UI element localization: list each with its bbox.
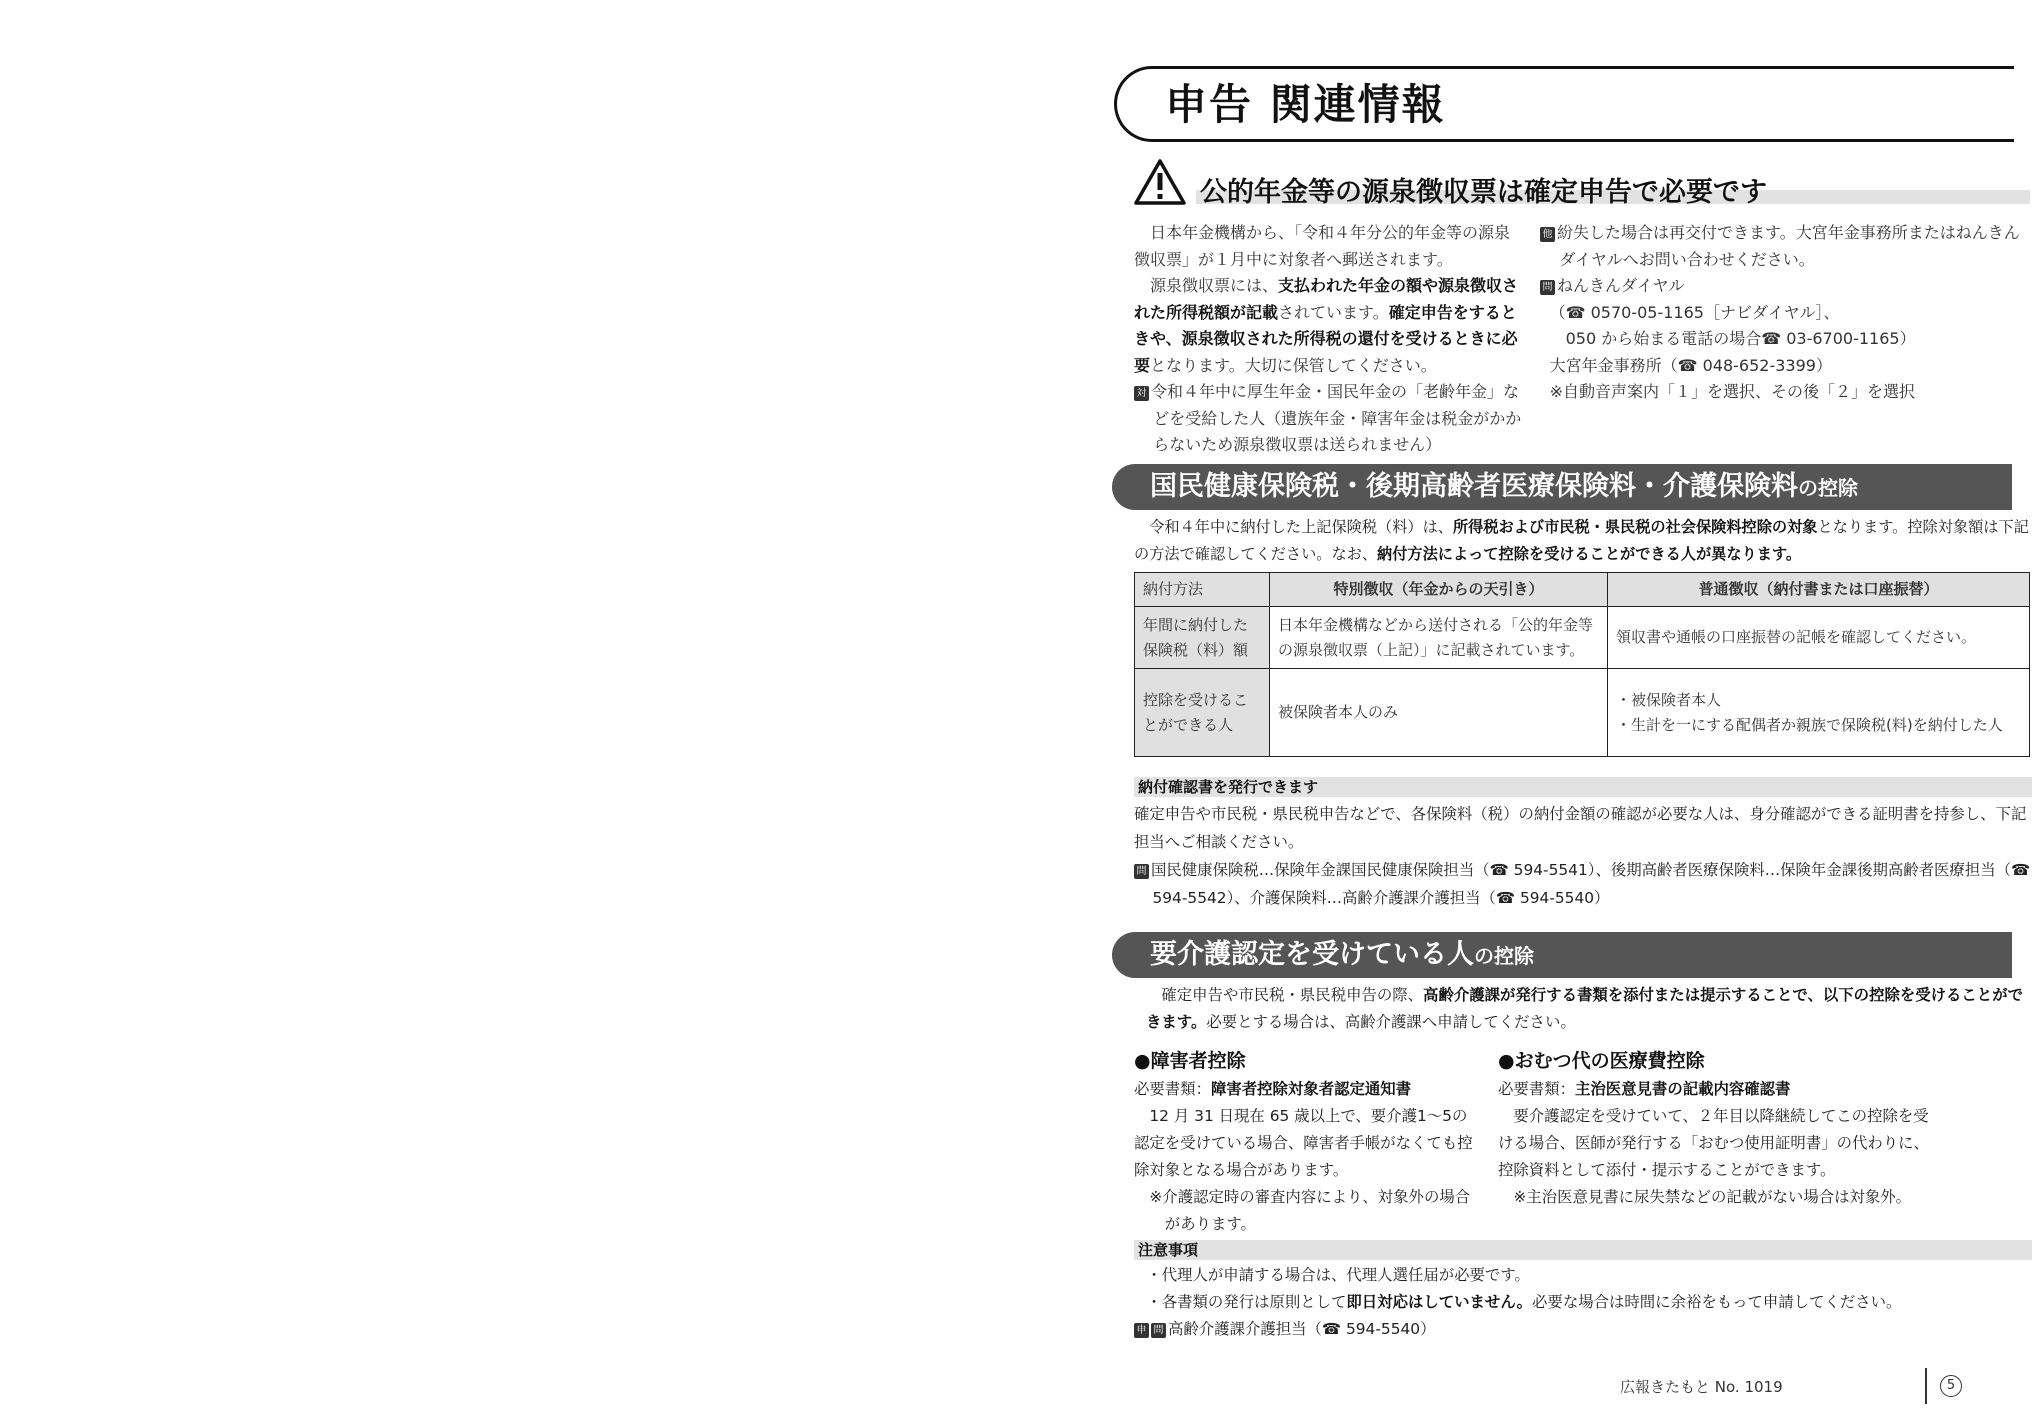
text: ねんきんダイヤル — [1557, 276, 1685, 295]
title-suffix: の控除 — [1798, 476, 1858, 500]
diaper-deduction-heading: ●おむつ代の医療費控除 — [1498, 1050, 1705, 1072]
emphasis: 所得税および市民税・県民税の社会保険料控除の対象 — [1452, 518, 1818, 536]
list-item — [1134, 1289, 2034, 1316]
header-banner — [1114, 66, 2014, 142]
inquiry-tag-icon: 問 — [1540, 280, 1555, 295]
text: となります。控除対象額は下記の方法で確認してください。なお、 — [1134, 518, 2029, 563]
emphasis: 納付方法によって控除を受けることができる人が異なります。 — [1377, 545, 1802, 563]
list-item: ・生計を一にする配偶者か親族で保険税(料)を納付した人 — [1616, 715, 2003, 734]
text: されています。 — [1278, 302, 1389, 322]
title-main: 国民健康保険税・後期高齢者医療保険料・介護保険料 — [1150, 471, 1798, 502]
section1-target-paragraph — [1134, 379, 1524, 459]
text: 国民健康保険税…保険年金課国民健康保険担当（☎ 594-5541）、後期高齢者医療保険料…保険年金課後期高齢者医療担当（☎ 594-5542）、介護保険料…高齢介護課介護担当（☎ 594-5540） — [1151, 861, 2031, 907]
text: 必要とする場合は、高齢介護課へ申請してください。 — [1206, 1013, 1576, 1031]
section3-intro — [1146, 982, 2036, 1036]
emphasis: 高齢介護課が発行する書類を添付または提示することで、以下の控除を受けることができます。 — [1146, 986, 2023, 1031]
table-row-head: 控除を受けることができる人 — [1135, 669, 1270, 757]
target-tag-icon: 対 — [1134, 386, 1149, 401]
other-tag-icon: 他 — [1540, 227, 1555, 242]
section1-reissue-paragraph — [1540, 220, 2030, 273]
text: 必要書類： — [1498, 1080, 1575, 1098]
contact-note: ※自動音声案内「１」を選択、その後「２」を選択 — [1549, 382, 1916, 401]
text: 令和４年中に納付した上記保険税（料）は、 — [1149, 518, 1453, 536]
section1-paragraph-1: 日本年金機構から、「令和４年分公的年金等の源泉徴収票」が１月中に対象者へ郵送されます。 — [1134, 223, 1511, 269]
table-cell: 被保険者本人のみ — [1270, 669, 1608, 757]
text: となります。大切に保管してください。 — [1150, 355, 1437, 375]
footer-divider — [1925, 1368, 1927, 1404]
section3-contact — [1134, 1316, 2034, 1343]
deduction-table — [1134, 572, 2030, 757]
list-item: ・代理人が申請する場合は、代理人選任届が必要です。 — [1146, 1266, 1530, 1284]
emphasis: 支払われた年金の額や源泉徴収された所得税額が記載 — [1134, 276, 1519, 322]
section2-intro — [1134, 514, 2034, 568]
table-row — [1135, 669, 2030, 757]
table-cell — [1608, 669, 2030, 757]
required-docs — [1134, 1076, 1474, 1103]
section2-banner — [1112, 464, 2012, 510]
emphasis: 障害者控除対象者認定通知書 — [1210, 1080, 1412, 1098]
page-title: 申告 関連情報 — [1165, 80, 1446, 129]
section1-paragraph-2 — [1134, 273, 1524, 379]
inquiry-tag-icon: 問 — [1151, 1323, 1166, 1338]
right-page — [1100, 0, 2031, 1414]
text: 高齢介護課介護担当（☎ 594-5540） — [1168, 1320, 1436, 1338]
section2-subheading: 納付確認書を発行できます — [1134, 777, 2032, 797]
disability-paragraph: 12 月 31 日現在 65 歳以上で、要介護1～5の認定を受けている場合、障害者手帳がなくても控除対象となる場合があります。 — [1134, 1107, 1473, 1179]
section3-title — [1150, 936, 1534, 975]
section3-subheading: 注意事項 — [1134, 1240, 2032, 1260]
table-header-ordinary: 普通徴収（納付書または口座振替） — [1608, 573, 2030, 607]
table-cell: 日本年金機構などから送付される「公的年金等の源泉徴収票（上記）」に記載されています。 — [1270, 607, 1608, 669]
text: 必要書類： — [1134, 1080, 1211, 1098]
section2-body — [1134, 800, 2034, 912]
table-header-method: 納付方法 — [1135, 573, 1270, 607]
table-cell: 領収書や通帳の口座振替の記帳を確認してください。 — [1608, 607, 2030, 669]
diaper-deduction-column — [1498, 1076, 1938, 1211]
contact-line: （☎ 0570-05-1165［ナビダイヤル］、 — [1549, 302, 1840, 322]
section3-banner — [1112, 932, 2012, 978]
text: ・各書類の発行は原則として — [1146, 1293, 1347, 1311]
table-header-row — [1135, 573, 2030, 607]
text: 令和４年中に厚生年金・国民年金の「老齢年金」などを受給した人（遺族年金・障害年金は税金がかからないため源泉徴収票は送られません） — [1151, 382, 1522, 454]
table-row-head: 年間に納付した保険税（料）額 — [1135, 607, 1270, 669]
section1-right-column — [1540, 220, 2030, 406]
section2-paragraph: 確定申告や市民税・県民税申告などで、各保険料（税）の納付金額の確認が必要な人は、身分確認ができる証明書を持参し、下記担当へご相談ください。 — [1134, 805, 2027, 851]
text: 確定申告や市民税・県民税申告の際、 — [1161, 986, 1424, 1004]
section2-contact — [1134, 856, 2034, 912]
section1-contact — [1540, 273, 2030, 300]
section1-left-column — [1134, 220, 1524, 459]
contact-line: 050 から始まる電話の場合☎ 03-6700-1165） — [1565, 329, 1916, 348]
inquiry-tag-icon: 問 — [1134, 864, 1149, 879]
publication-name: 広報きたもと No. 1019 — [1620, 1378, 1783, 1396]
disability-deduction-column — [1134, 1076, 1474, 1238]
section2-title — [1150, 468, 1858, 507]
disability-note: ※介護認定時の審査内容により、対象外の場合があります。 — [1149, 1188, 1471, 1233]
diaper-paragraph: 要介護認定を受けていて、２年目以降継続してこの控除を受ける場合、医師が発行する「おむつ使用証明書」の代わりに、控除資料として添付・提示することができます。 — [1498, 1107, 1929, 1179]
apply-tag-icon: 申 — [1134, 1323, 1149, 1338]
emphasis: 即日対応はしていません。 — [1346, 1293, 1533, 1311]
text: 源泉徴収票には、 — [1150, 276, 1279, 295]
table-row — [1135, 607, 2030, 669]
disability-deduction-heading: ●障害者控除 — [1134, 1050, 1246, 1072]
list-item: ・被保険者本人 — [1616, 690, 1722, 709]
emphasis: 確定申告をするときや、源泉徴収された所得税の還付を受けるときに必要 — [1134, 302, 1518, 375]
emphasis: 主治医意見書の記載内容確認書 — [1574, 1080, 1791, 1098]
contact-line: 大宮年金事務所（☎ 048-652-3399） — [1549, 355, 1832, 375]
diaper-note: ※主治医意見書に尿失禁などの記載がない場合は対象外。 — [1513, 1188, 1912, 1206]
page-number: 5 — [1940, 1375, 1962, 1397]
section1-title: 公的年金等の源泉徴収票は確定申告で必要です — [1200, 177, 1767, 208]
required-docs — [1498, 1076, 1938, 1103]
title-suffix: の控除 — [1474, 944, 1534, 968]
title-main: 要介護認定を受けている人 — [1150, 939, 1474, 970]
warning-icon — [1134, 158, 1186, 206]
table-header-special: 特別徴収（年金からの天引き） — [1270, 573, 1608, 607]
text: 必要な場合は時間に余裕をもって申請してください。 — [1532, 1293, 1902, 1311]
notes-list — [1134, 1262, 2034, 1343]
text: 紛失した場合は再交付できます。大宮年金事務所またはねんきんダイヤルへお問い合わせください。 — [1557, 223, 2020, 269]
